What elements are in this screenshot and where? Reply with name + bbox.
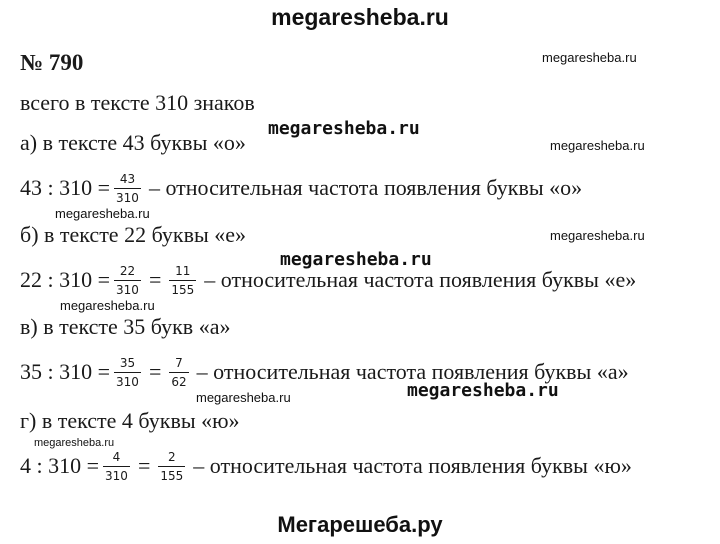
site-header: megaresheba.ru	[271, 4, 449, 30]
fraction-numerator: 11	[175, 263, 191, 278]
fraction-numerator: 22	[119, 263, 136, 278]
equals-sign: =	[137, 453, 151, 478]
equals-sign: =	[148, 359, 162, 384]
equation-lhs: 35 : 310 =	[20, 359, 111, 384]
fraction-denominator: 155	[158, 466, 185, 483]
part-b-label: б) в тексте 22 буквы «е»	[20, 222, 247, 247]
part-a-label: а) в тексте 43 буквы «о»	[20, 130, 246, 155]
fraction-denominator: 310	[114, 372, 141, 389]
fraction-denominator: 310	[103, 466, 130, 483]
watermark: megaresheba.ru	[550, 138, 645, 153]
watermark: megaresheba.ru	[34, 437, 115, 449]
fraction-numerator: 43	[119, 171, 136, 186]
equation-lhs: 4 : 310 =	[20, 453, 100, 478]
fraction-denominator: 310	[114, 280, 141, 297]
fraction	[158, 450, 185, 483]
watermark: megaresheba.ru	[60, 298, 155, 313]
equation-tail: – относительная частота появления буквы «а»	[196, 359, 629, 384]
fraction	[114, 172, 141, 205]
fraction-denominator: 155	[169, 280, 196, 297]
fraction-numerator: 7	[175, 355, 183, 370]
fraction-numerator: 2	[167, 449, 176, 464]
fraction-denominator: 310	[114, 188, 141, 205]
fraction-numerator: 4	[112, 449, 121, 464]
fraction-numerator: 35	[119, 355, 136, 370]
equation-tail: – относительная частота появления буквы «о»	[148, 175, 583, 200]
equation-lhs: 22 : 310 =	[20, 267, 111, 292]
fraction	[114, 264, 141, 297]
equation-tail: – относительная частота появления буквы «ю»	[193, 453, 632, 478]
fraction	[169, 356, 188, 389]
fraction	[103, 450, 130, 483]
fraction	[169, 264, 196, 297]
watermark: megaresheba.ru	[280, 249, 432, 270]
intro-text: всего в тексте 310 знаков	[20, 90, 255, 115]
fraction	[114, 356, 141, 389]
watermark: megaresheba.ru	[542, 50, 637, 65]
equals-sign: =	[148, 267, 162, 292]
equation-tail: – относительная частота появления буквы «е»	[204, 267, 637, 292]
part-d-equation	[20, 444, 632, 488]
part-d-label: г) в тексте 4 буквы «ю»	[20, 408, 240, 433]
part-c-label: в) в тексте 35 букв «а»	[20, 314, 231, 339]
watermark: megaresheba.ru	[550, 228, 645, 243]
watermark: megaresheba.ru	[268, 118, 420, 139]
watermark: megaresheba.ru	[196, 390, 291, 405]
equation-lhs: 43 : 310 =	[20, 175, 111, 200]
task-number: № 790	[20, 50, 84, 75]
part-a-equation	[20, 166, 582, 210]
watermark: megaresheba.ru	[407, 380, 559, 401]
watermark: megaresheba.ru	[55, 206, 150, 221]
site-footer: Мегарешеба.ру	[277, 512, 443, 537]
fraction-denominator: 62	[169, 372, 188, 389]
